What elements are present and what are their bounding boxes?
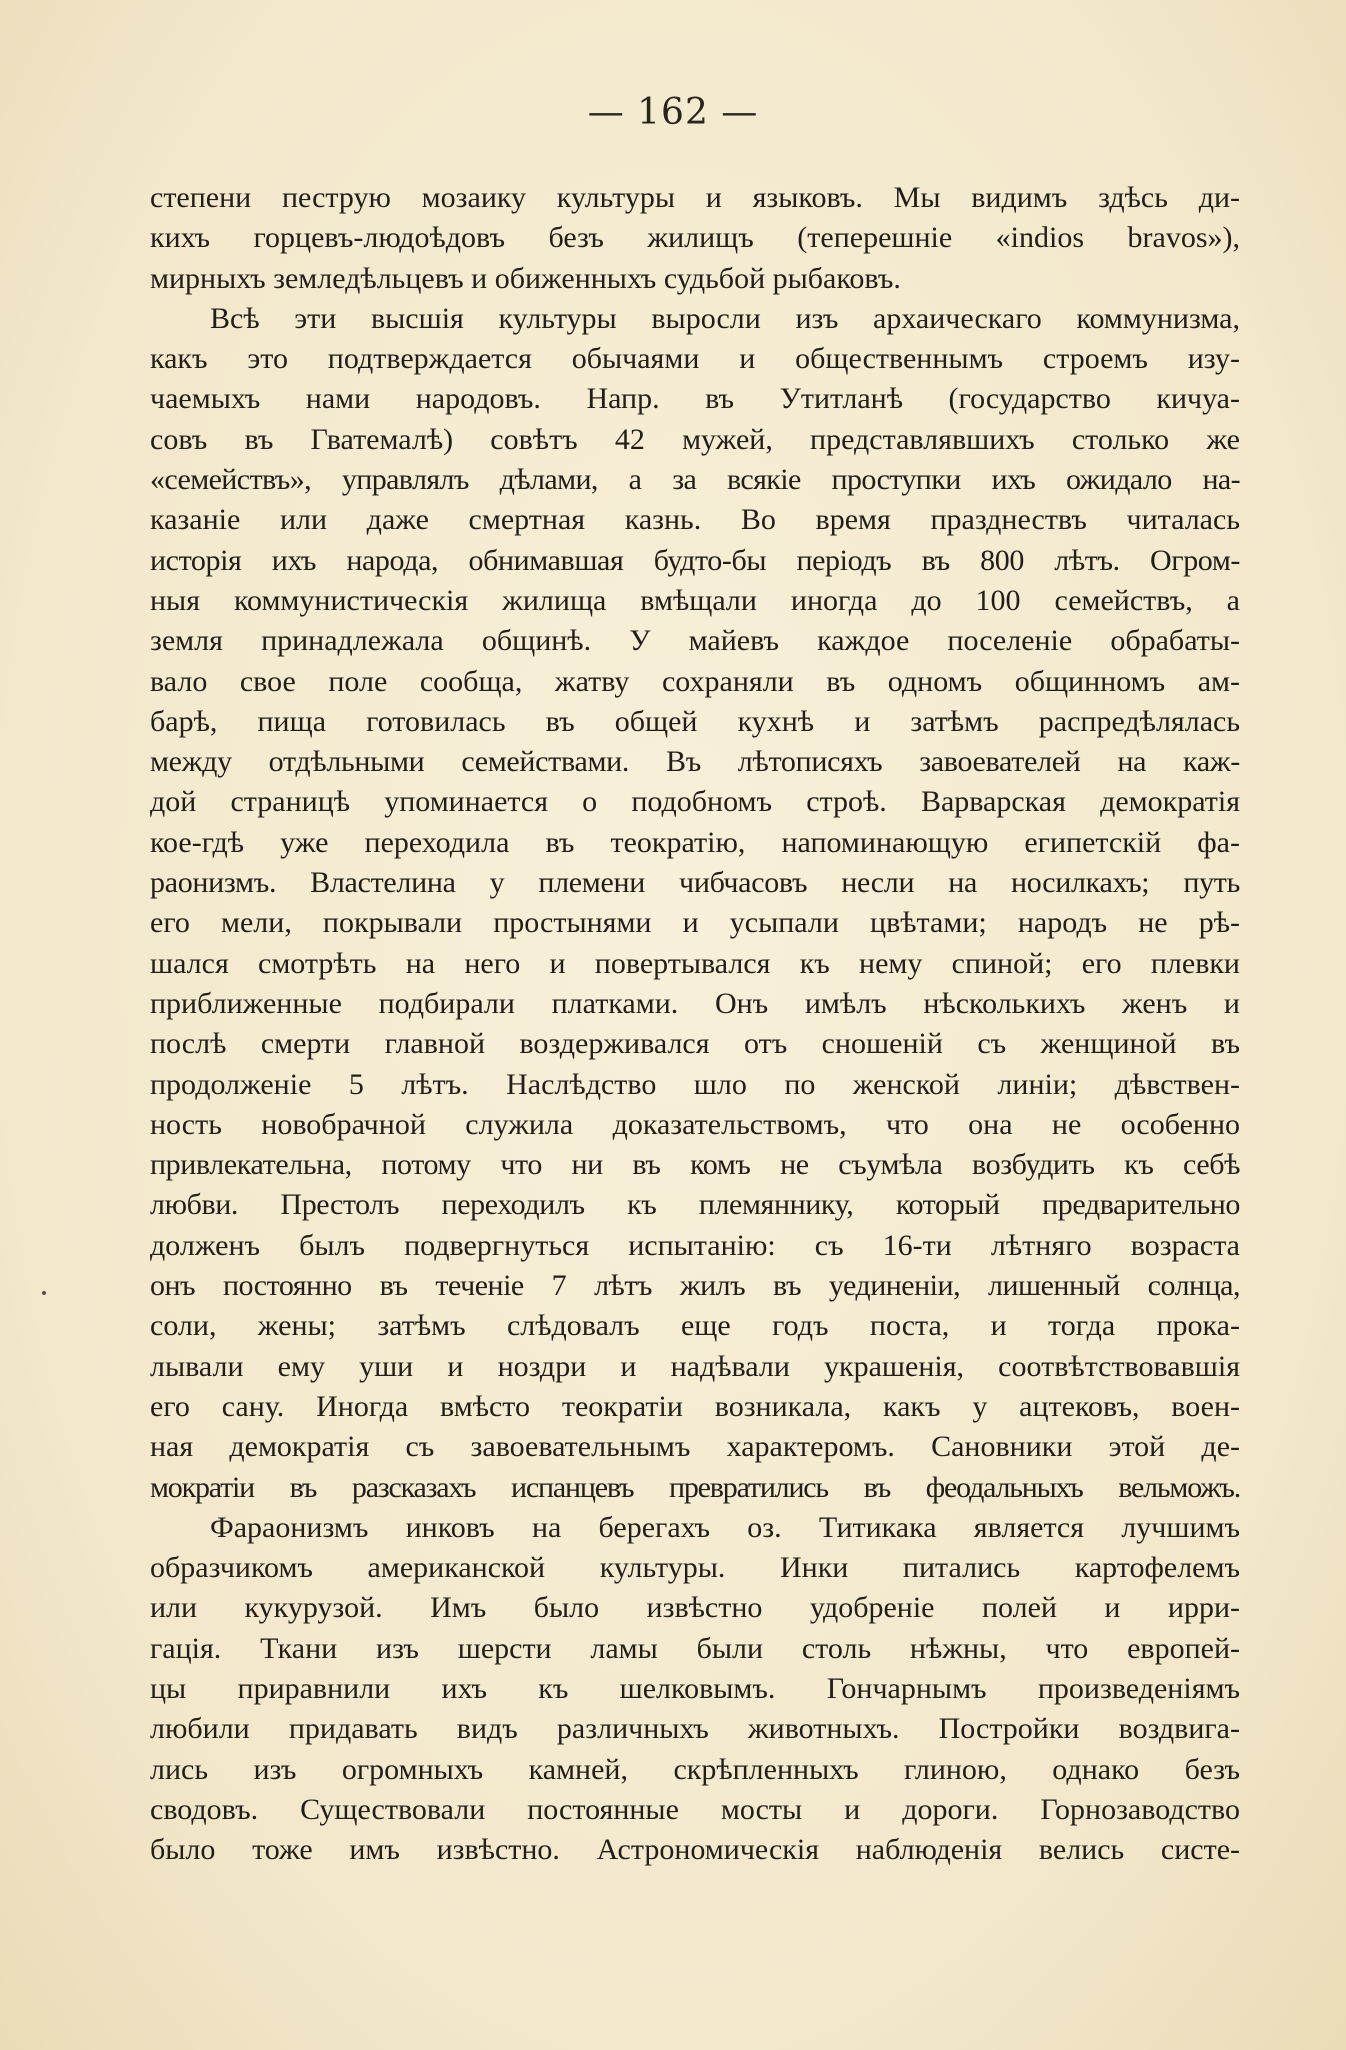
text-line: дой страницѣ упоминается о подобномъ строѣ. Варварская демократія <box>150 785 1240 819</box>
paragraph-start-line: Фараонизмъ инковъ на берегахъ оз. Титикака является лучшимъ <box>210 1510 1240 1544</box>
text-line: совъ въ Гватемалѣ) совѣтъ 42 мужей, представлявшихъ столько же <box>150 422 1240 456</box>
text-line: «семействъ», управлялъ дѣлами, а за всякіе проступки ихъ ожидало на- <box>150 463 1240 497</box>
text-line: кое-гдѣ уже переходила въ теократію, напоминающую египетскій фа- <box>150 825 1240 859</box>
text-line: казаніе или даже смертная казнь. Во время празднествъ читалась <box>150 503 1240 537</box>
text-line: мирныхъ земледѣльцевъ и обиженныхъ судьбой рыбаковъ. <box>150 261 901 295</box>
text-line: исторія ихъ народа, обнимавшая будто-бы періодъ въ 800 лѣтъ. Огром- <box>150 543 1240 577</box>
text-line: соли, жены; затѣмъ слѣдовалъ еще годъ поста, и тогда прока- <box>150 1309 1240 1343</box>
text-line: сводовъ. Существовали постоянные мосты и дороги. Горнозаводство <box>150 1792 1240 1826</box>
text-line: цы приравнили ихъ къ шелковымъ. Гончарнымъ произведеніямъ <box>150 1671 1240 1705</box>
text-line: чаемыхъ нами народовъ. Напр. въ Утитланѣ (государство кичуа- <box>150 382 1240 416</box>
text-line: раонизмъ. Властелина у племени чибчасовъ несли на носилкахъ; путь <box>150 866 1240 900</box>
text-line: было тоже имъ извѣстно. Астрономическія наблюденія велись систе- <box>150 1833 1240 1867</box>
text-line: между отдѣльными семействами. Въ лѣтописяхъ завоевателей на каж- <box>150 745 1240 779</box>
text-line: ность новобрачной служила доказательствомъ, что она не особенно <box>150 1107 1240 1141</box>
text-line: мократіи въ разсказахъ испанцевъ превратились въ феодальныхъ вельможъ. <box>150 1470 1240 1504</box>
text-line: онъ постоянно въ теченіе 7 лѣтъ жилъ въ уединеніи, лишенный солнца, <box>150 1269 1240 1303</box>
text-line: ныя коммунистическія жилища вмѣщали иногда до 100 семействъ, а <box>150 583 1240 617</box>
text-line: продолженіе 5 лѣтъ. Наслѣдство шло по женской линіи; дѣвствен- <box>150 1067 1240 1101</box>
text-line: образчикомъ американской культуры. Инки питались картофелемъ <box>150 1551 1240 1585</box>
margin-mark <box>42 1291 46 1295</box>
text-line: его сану. Иногда вмѣсто теократіи возникала, какъ у ацтековъ, воен- <box>150 1389 1240 1423</box>
text-line: какъ это подтверждается обычаями и общественнымъ строемъ изу- <box>150 342 1240 376</box>
text-line: гація. Ткани изъ шерсти ламы были столь нѣжны, что европей- <box>150 1631 1240 1665</box>
text-line: лывали ему уши и ноздри и надѣвали украшенія, соотвѣтствовавшія <box>150 1349 1240 1383</box>
text-line: кихъ горцевъ-людоѣдовъ безъ жилищъ (теперешніе «indios bravos»), <box>150 221 1240 255</box>
body-text <box>150 178 1240 1870</box>
text-line: вало свое поле сообща, жатву сохраняли въ одномъ общинномъ ам- <box>150 664 1240 698</box>
text-line: степени пеструю мозаику культуры и языковъ. Мы видимъ здѣсь ди- <box>150 181 1240 214</box>
text-line: привлекательна, потому что ни въ комъ не съумѣла возбудить къ себѣ <box>150 1148 1240 1182</box>
page-number: — 162 — <box>587 92 759 133</box>
text-line: его мели, покрывали простынями и усыпали цвѣтами; народъ не рѣ- <box>150 906 1240 940</box>
text-line: или кукурузой. Имъ было извѣстно удобреніе полей и ирри- <box>150 1591 1240 1625</box>
text-line: земля принадлежала общинѣ. У майевъ каждое поселеніе обрабаты- <box>150 624 1240 658</box>
text-line: барѣ, пища готовилась въ общей кухнѣ и затѣмъ распредѣлялась <box>150 704 1240 738</box>
text-line: любви. Престолъ переходилъ къ племяннику, который предварительно <box>150 1188 1240 1222</box>
paragraph-start-line: Всѣ эти высшія культуры выросли изъ архаическаго коммунизма, <box>210 301 1240 335</box>
text-line: приближенные подбирали платками. Онъ имѣлъ нѣсколькихъ женъ и <box>150 986 1240 1020</box>
text-line: шался смотрѣть на него и повертывался къ нему спиной; его плевки <box>150 946 1240 980</box>
text-line: любили придавать видъ различныхъ животныхъ. Постройки воздвига- <box>150 1712 1240 1746</box>
text-line: лись изъ огромныхъ камней, скрѣпленныхъ глиною, однако безъ <box>150 1752 1240 1786</box>
text-line: ная демократія съ завоевательнымъ характеромъ. Сановники этой де- <box>150 1430 1240 1464</box>
text-line: послѣ смерти главной воздерживался отъ сношеній съ женщиной въ <box>150 1027 1240 1061</box>
text-line: долженъ былъ подвергнуться испытанію: съ 16-ти лѣтняго возраста <box>150 1228 1240 1262</box>
